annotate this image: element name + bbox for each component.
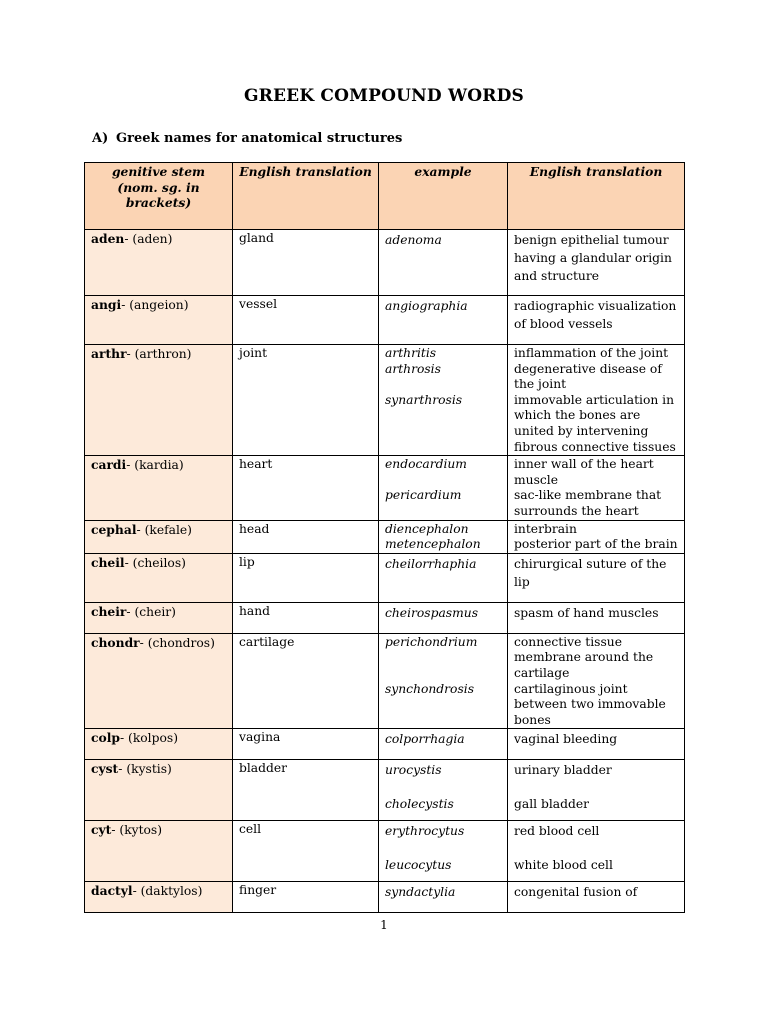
example-line	[385, 650, 501, 666]
example-translation-cell	[508, 882, 685, 913]
meaning-line	[514, 840, 678, 856]
nominative-text: - (kolpos)	[119, 731, 179, 746]
nominative-text: - (chondros)	[139, 635, 215, 650]
example-line: metencephalon	[385, 537, 481, 552]
genitive-stem-cell	[85, 760, 233, 821]
section-heading-text: Greek names for anatomical structures	[116, 131, 403, 146]
meaning-line: degenerative disease of	[514, 361, 662, 376]
meaning-line: spasm of hand muscles	[514, 605, 659, 620]
genitive-stem-cell	[85, 553, 233, 602]
meaning-line	[514, 779, 678, 795]
meaning-line: and structure	[514, 269, 599, 283]
stem-text: aden	[91, 231, 125, 246]
example-translation-cell	[508, 230, 685, 296]
example-line: pericardium	[385, 488, 462, 503]
nominative-text: - (kardia)	[126, 458, 184, 473]
stem-text: cyst	[91, 761, 119, 777]
meaning-line: inner wall of the heart	[514, 457, 654, 472]
meaning-line: congenital fusion of	[514, 885, 638, 900]
vocabulary-table	[84, 162, 685, 913]
example-line: diencephalon	[385, 521, 469, 536]
example-translation-cell	[508, 553, 685, 602]
genitive-stem-cell	[85, 345, 233, 456]
genitive-stem-cell	[85, 296, 233, 345]
example-line: synchondrosis	[385, 681, 475, 696]
example-line: colporrhagia	[385, 732, 465, 747]
header-genitive-stem	[85, 163, 233, 230]
table-row	[85, 230, 685, 296]
header-line: English translation	[239, 164, 372, 179]
nominative-text: - (daktylos)	[132, 884, 203, 899]
table-row	[85, 882, 685, 913]
meaning-line: muscle	[514, 472, 558, 487]
example-cell	[379, 602, 508, 633]
table-row	[85, 760, 685, 821]
header-line: genitive stem	[111, 164, 206, 179]
nominative-text: - (cheilos)	[124, 555, 186, 570]
header-example-translation	[508, 163, 685, 230]
stem-text: chondr	[91, 634, 140, 650]
english-translation-cell: vagina	[233, 729, 379, 760]
header-line: (nom. sg. in	[117, 179, 200, 195]
meaning-line: vaginal bleeding	[514, 732, 618, 747]
example-line: leucocytus	[385, 857, 452, 872]
example-line: adenoma	[385, 233, 442, 247]
stem-text: angi	[91, 297, 122, 312]
header-line: English translation	[529, 164, 663, 179]
example-line: endocardium	[385, 457, 467, 472]
english-translation-cell: heart	[233, 456, 379, 520]
table-header-row	[85, 163, 685, 230]
example-line: cheirospasmus	[385, 605, 479, 620]
example-line: arthritis	[385, 346, 437, 360]
meaning-line: the joint	[514, 377, 567, 392]
example-line	[385, 779, 501, 795]
nominative-text: - (kystis)	[118, 762, 172, 777]
example-cell	[379, 230, 508, 296]
english-translation-cell: gland	[233, 230, 379, 296]
section-letter: A)	[92, 131, 109, 146]
stem-text: cephal	[91, 521, 137, 537]
nominative-text: - (angeion)	[121, 298, 189, 312]
header-line: example	[414, 164, 472, 179]
nominative-text: - (kefale)	[136, 522, 192, 537]
meaning-line: membrane around the	[514, 650, 654, 665]
example-line: angiographia	[385, 299, 468, 313]
example-line	[385, 473, 501, 489]
english-translation-cell: head	[233, 520, 379, 553]
meaning-line: sac-like membrane that	[514, 488, 662, 503]
meaning-line: inflammation of the joint	[514, 346, 669, 360]
example-line: cheilorrhaphia	[385, 556, 477, 571]
example-line: perichondrium	[385, 634, 478, 649]
example-line: synarthrosis	[385, 392, 463, 407]
meaning-line: cartilaginous joint	[514, 681, 628, 696]
nominative-text: - (kytos)	[111, 823, 163, 838]
table-row	[85, 553, 685, 602]
english-translation-cell: vessel	[233, 296, 379, 345]
english-translation-cell: hand	[233, 602, 379, 633]
table-row	[85, 821, 685, 882]
meaning-line: urinary bladder	[514, 763, 612, 778]
example-line: syndactylia	[385, 885, 456, 900]
meaning-line: white blood cell	[514, 857, 613, 872]
meaning-line: interbrain	[514, 521, 577, 536]
meaning-line: benign epithelial tumour	[514, 233, 669, 247]
example-cell	[379, 520, 508, 553]
example-translation-cell	[508, 296, 685, 345]
meaning-line: connective tissue	[514, 634, 622, 649]
example-cell	[379, 296, 508, 345]
header-example	[379, 163, 508, 230]
meaning-line: lip	[514, 574, 530, 589]
example-line	[385, 377, 501, 393]
english-translation-cell: bladder	[233, 760, 379, 821]
meaning-line: fibrous connective tissues	[514, 439, 676, 454]
example-line	[385, 840, 501, 856]
example-cell	[379, 553, 508, 602]
meaning-line: chirurgical suture of the	[514, 556, 667, 571]
english-translation-cell: cell	[233, 821, 379, 882]
example-cell	[379, 821, 508, 882]
stem-text: cardi	[91, 457, 127, 473]
example-line: cholecystis	[385, 796, 454, 811]
genitive-stem-cell	[85, 729, 233, 760]
example-translation-cell	[508, 633, 685, 729]
meaning-line: red blood cell	[514, 824, 600, 839]
example-translation-cell	[508, 602, 685, 633]
example-cell	[379, 729, 508, 760]
table-row	[85, 296, 685, 345]
meaning-line: surrounds the heart	[514, 503, 639, 518]
genitive-stem-cell	[85, 456, 233, 520]
nominative-text: - (cheir)	[126, 604, 176, 619]
nominative-text: - (aden)	[124, 232, 173, 246]
example-line: arthrosis	[385, 361, 441, 376]
header-line: brackets)	[125, 195, 192, 211]
example-translation-cell	[508, 729, 685, 760]
stem-text: cheil	[91, 554, 125, 570]
table-row	[85, 456, 685, 520]
table-row	[85, 520, 685, 553]
genitive-stem-cell	[85, 821, 233, 882]
meaning-line: bones	[514, 712, 551, 727]
stem-text: cheir	[91, 603, 127, 619]
genitive-stem-cell	[85, 633, 233, 729]
meaning-line: radiographic visualization	[514, 299, 677, 313]
page-number: 1	[380, 918, 388, 932]
table-body	[85, 230, 685, 913]
header-english-translation	[233, 163, 379, 230]
example-translation-cell	[508, 345, 685, 456]
example-line: urocystis	[385, 763, 442, 778]
table-row	[85, 602, 685, 633]
meaning-line: cartilage	[514, 665, 570, 680]
meaning-line: having a glandular origin	[514, 251, 672, 265]
example-line	[385, 666, 501, 682]
section-heading	[92, 131, 402, 146]
document-title: GREEK COMPOUND WORDS	[243, 86, 525, 106]
table-row	[85, 633, 685, 729]
english-translation-cell: cartilage	[233, 633, 379, 729]
genitive-stem-cell	[85, 602, 233, 633]
nominative-text: - (arthron)	[126, 347, 192, 361]
stem-text: cyt	[91, 822, 112, 838]
english-translation-cell: lip	[233, 553, 379, 602]
stem-text: arthr	[91, 346, 127, 361]
meaning-line: immovable articulation in	[514, 392, 675, 407]
meaning-line: of blood vessels	[514, 317, 613, 331]
stem-text: colp	[91, 730, 120, 746]
english-translation-cell: finger	[233, 882, 379, 913]
table-row	[85, 729, 685, 760]
example-cell	[379, 345, 508, 456]
meaning-line: united by intervening	[514, 423, 649, 438]
example-cell	[379, 882, 508, 913]
genitive-stem-cell	[85, 882, 233, 913]
example-translation-cell	[508, 520, 685, 553]
meaning-line: gall bladder	[514, 796, 590, 811]
meaning-line: which the bones are	[514, 408, 641, 423]
meaning-line: posterior part of the brain	[514, 537, 678, 552]
genitive-stem-cell	[85, 520, 233, 553]
english-translation-cell: joint	[233, 345, 379, 456]
example-cell	[379, 760, 508, 821]
example-translation-cell	[508, 456, 685, 520]
example-cell	[379, 456, 508, 520]
example-cell	[379, 633, 508, 729]
example-line: erythrocytus	[385, 824, 465, 839]
table-row	[85, 345, 685, 456]
example-translation-cell	[508, 760, 685, 821]
stem-text: dactyl	[91, 883, 133, 899]
example-translation-cell	[508, 821, 685, 882]
genitive-stem-cell	[85, 230, 233, 296]
meaning-line: between two immovable	[514, 697, 666, 712]
